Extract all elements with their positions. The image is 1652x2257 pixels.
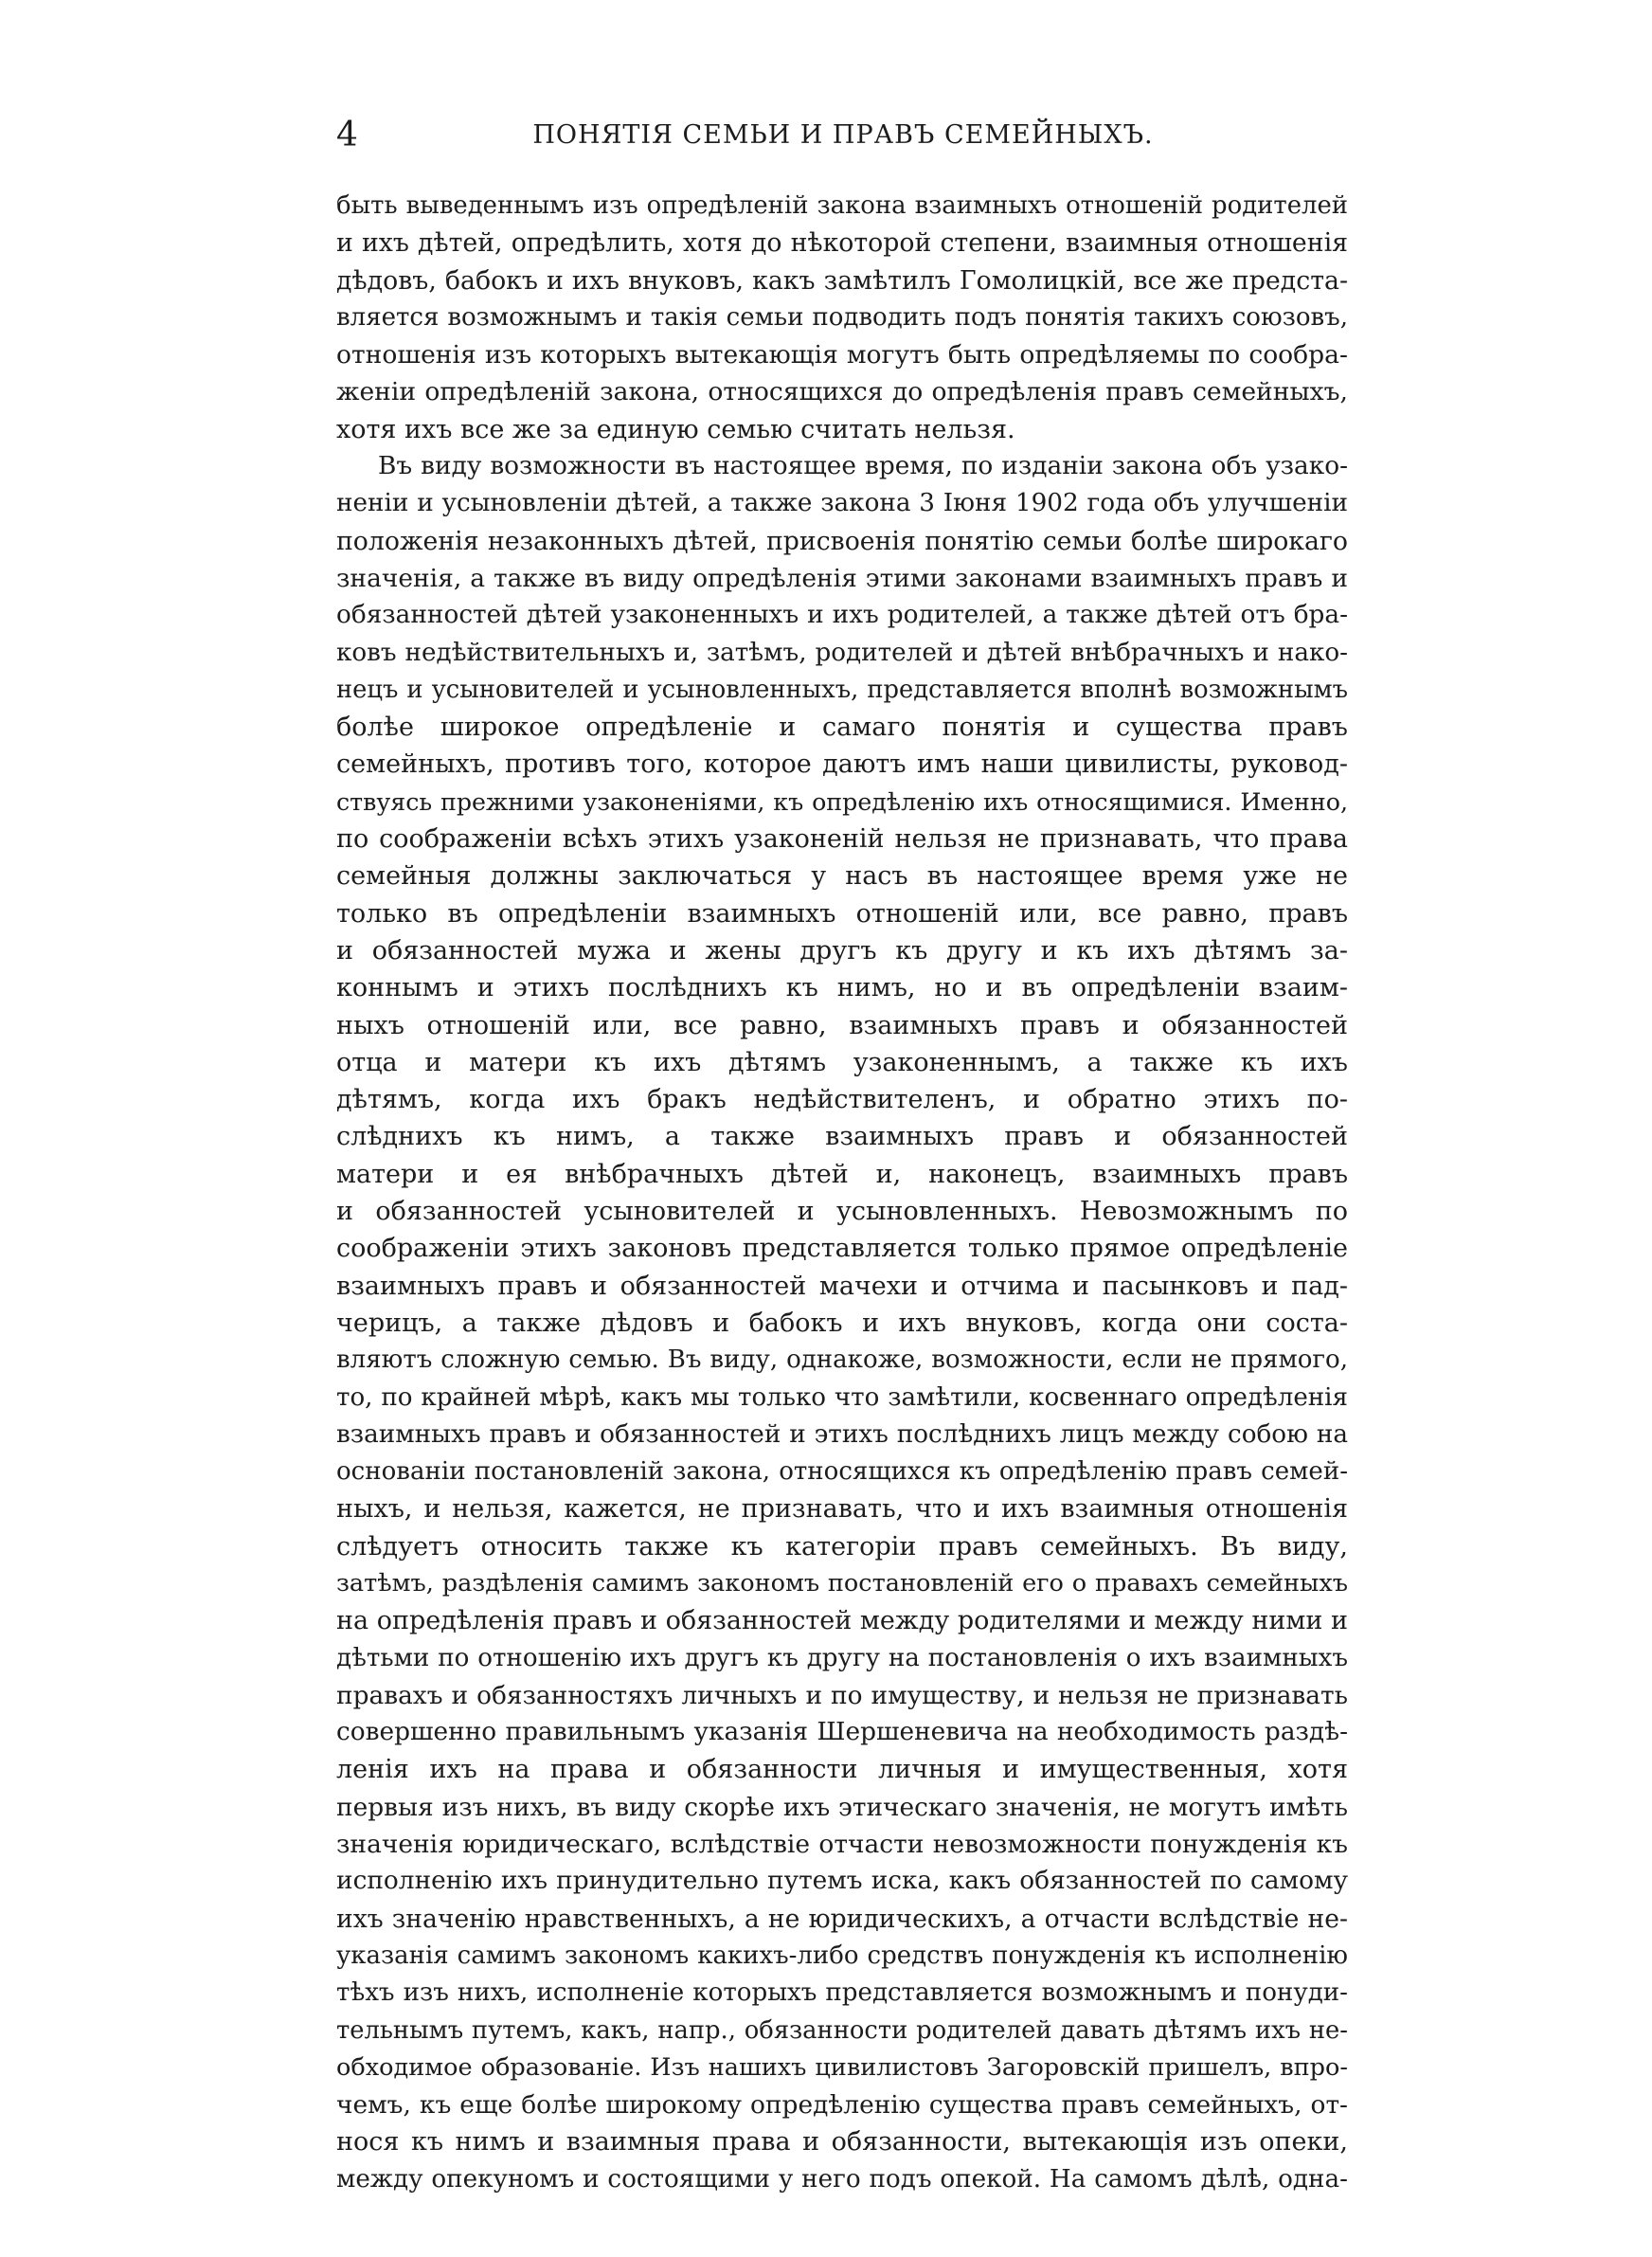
text-line: правахъ и обязанностяхъ личныхъ и по имуществу, и нельзя не признавать [336,1680,1348,1710]
text-line: семейныхъ, противъ того, которое даютъ имъ наши цивилисты, руковод- [336,749,1348,780]
text-line: значенія, а также въ виду опредѣленія этими законами взаимныхъ правъ и [336,563,1348,593]
text-line: положенія незаконныхъ дѣтей, присвоенія понятію семьи болѣе широкаго [336,526,1348,556]
text-line: исполненію ихъ принудительно путемъ иска, какъ обязанностей по самому [336,1867,1348,1896]
text-line: вляютъ сложную семью. Въ виду, однакоже, возможности, если не прямого, [336,1345,1348,1375]
text-line: слѣднихъ къ нимъ, а также взаимныхъ правъ и обязанностей [336,1122,1348,1152]
running-head [336,112,1350,159]
text-line: отношенія изъ которыхъ вытекающія могутъ быть опредѣляемы по сообра- [336,340,1348,370]
text-line: затѣмъ, раздѣленія самимъ закономъ постановленій его о правахъ семейныхъ [336,1568,1348,1598]
text-line: матери и ея внѣбрачныхъ дѣтей и, наконецъ, взаимныхъ правъ [336,1159,1348,1189]
text-line: отца и матери къ ихъ дѣтямъ узаконеннымъ, а также къ ихъ [336,1047,1348,1077]
text-line: первыя изъ нихъ, въ виду скорѣе ихъ этическаго значенія, не могутъ имѣть [336,1792,1348,1822]
text-line: ствуясь прежними узаконеніями, къ опредѣленію ихъ относящимися. Именно, [336,787,1348,816]
text-line: нося къ нимъ и взаимныя права и обязанности, вытекающія изъ опеки, [336,2127,1348,2158]
text-line: тельнымъ путемъ, какъ, напр., обязанности родителей давать дѣтямъ ихъ не- [336,2015,1348,2045]
text-line: нецъ и усыновителей и усыновленныхъ, представляется вполнѣ возможнымъ [336,675,1348,704]
text-line: взаимныхъ правъ и обязанностей и этихъ послѣднихъ лицъ между собою на [336,1419,1348,1449]
text-line: болѣе широкое опредѣленіе и самаго понятія и существа правъ [336,713,1348,743]
text-line: дѣтямъ, когда ихъ бракъ недѣйствителенъ, и обратно этихъ по- [336,1085,1348,1115]
text-line: дѣтьми по отношенію ихъ другъ къ другу на постановленія о ихъ взаимныхъ [336,1643,1348,1672]
text-line: ихъ значенію нравственныхъ, а не юридическихъ, а отчасти вслѣдствіе не- [336,1904,1348,1934]
text-line: дѣдовъ, бабокъ и ихъ внуковъ, какъ замѣтилъ Гомолицкій, все же предста- [336,265,1348,296]
text-line: и ихъ дѣтей, опредѣлить, хотя до нѣкоторой степени, взаимныя отношенія [336,228,1348,259]
text-line: и обязанностей усыновителей и усыновленныхъ. Невозможнымъ по [336,1197,1348,1227]
text-line: чемъ, къ еще болѣе широкому опредѣленію существа правъ семейныхъ, от- [336,2090,1348,2121]
text-line: черицъ, а также дѣдовъ и бабокъ и ихъ внуковъ, когда они соста- [336,1308,1348,1338]
paragraph-first-line: Въ виду возможности въ настоящее время, по изданіи закона объ узако- [378,452,1348,481]
text-line: основаніи постановленій закона, относящихся къ опредѣленію правъ семей- [336,1457,1348,1487]
text-line: ленія ихъ на права и обязанности личныя и имущественныя, хотя [336,1755,1348,1785]
body-text [336,188,1348,2198]
text-line: хотя ихъ все же за единую семью считать нельзя. [336,414,1015,444]
text-line: только въ опредѣленіи взаимныхъ отношеній или, все равно, правъ [336,898,1348,929]
text-line: и обязанностей мужа и жены другъ къ другу и къ ихъ дѣтямъ за- [336,935,1348,966]
page-number: 4 [336,116,358,154]
text-line: между опекуномъ и состоящими у него подъ опекой. На самомъ дѣлѣ, одна- [336,2164,1348,2194]
text-line: обязанностей дѣтей узаконенныхъ и ихъ родителей, а также дѣтей отъ бра- [336,601,1348,630]
text-line: совершенно правильнымъ указанія Шершеневича на необходимость раздѣ- [336,1718,1348,1747]
text-line: женіи опредѣленій закона, относящихся до опредѣленія правъ семейныхъ, [336,377,1348,407]
text-line: взаимныхъ правъ и обязанностей мачехи и отчима и пасынковъ и пад- [336,1271,1348,1301]
text-line: неніи и усыновленіи дѣтей, а также закона 3 Іюня 1902 года объ улучшеніи [336,489,1348,518]
text-line: указанія самимъ закономъ какихъ-либо средствъ понужденія къ исполненію [336,1941,1348,1970]
text-line: по соображеніи всѣхъ этихъ узаконеній нельзя не признавать, что права [336,824,1348,855]
text-line: семейныя должны заключаться у насъ въ настоящее время уже не [336,861,1348,892]
text-line: на опредѣленія правъ и обязанностей между родителями и между ними и [336,1606,1348,1636]
text-line: слѣдуетъ относить также къ категоріи правъ семейныхъ. Въ виду, [336,1531,1348,1562]
text-line: ковъ недѣйствительныхъ и, затѣмъ, родителей и дѣтей внѣбрачныхъ и нако- [336,638,1348,667]
text-line: обходимое образованіе. Изъ нашихъ цивилистовъ Загоровскій пришелъ, впро- [336,2052,1348,2082]
running-title: ПОНЯТІЯ СЕМЬИ И ПРАВЪ СЕМЕЙНЫХЪ. [532,120,1154,150]
text-line: быть выведеннымъ изъ опредѣленій закона взаимныхъ отношеній родителей [336,191,1348,220]
text-line: коннымъ и этихъ послѣднихъ къ нимъ, но и въ опредѣленіи взаим- [336,973,1348,1003]
text-line: тѣхъ изъ нихъ, исполненіе которыхъ представляется возможнымъ и понуди- [336,1978,1348,2008]
text-line: ныхъ отношеній или, все равно, взаимныхъ правъ и обязанностей [336,1010,1348,1040]
text-line: соображеніи этихъ законовъ представляется только прямое опредѣленіе [336,1234,1348,1264]
text-line: то, по крайней мѣрѣ, какъ мы только что замѣтили, косвеннаго опредѣленія [336,1382,1348,1412]
text-line: ныхъ, и нельзя, кажется, не признавать, что и ихъ взаимныя отношенія [336,1494,1348,1525]
text-line: вляется возможнымъ и такія семьи подводить подъ понятія такихъ союзовъ, [336,302,1348,332]
text-line: значенія юридическаго, вслѣдствіе отчасти невозможности понужденія къ [336,1830,1348,1860]
